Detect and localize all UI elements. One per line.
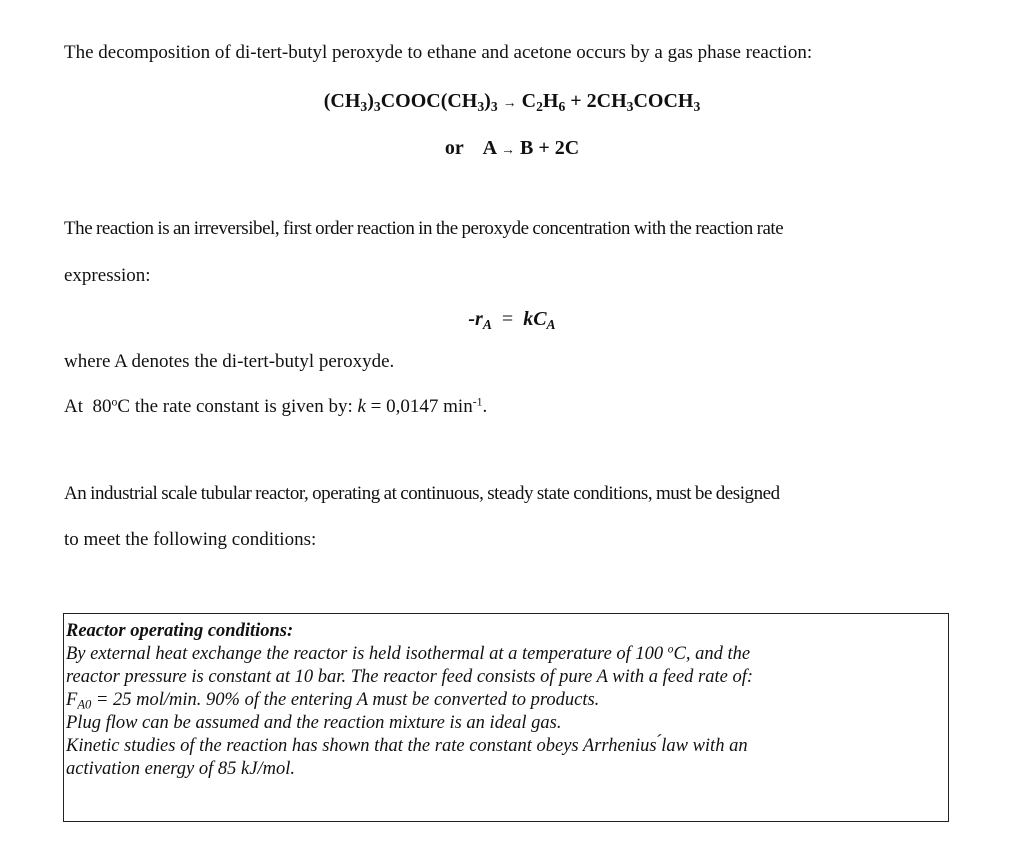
rate-constant-text: At 80$^o$C the rate constant is given by: k = 0,0147 $\min^{-1}$.	[64, 395, 488, 417]
box-line6: activation energy of 85 kJ/mol.	[66, 759, 295, 779]
reactor-conditions-box	[63, 613, 949, 822]
reaction-symbolic: or A → B + 2C	[444, 137, 580, 159]
box-line3: $F_{A0} = 25$ mol/min. 90% of the entering A must be converted to products.	[66, 690, 600, 712]
box-heading: Reactor operating conditions:	[66, 621, 294, 641]
arrow-icon: →	[502, 96, 517, 111]
rate-text-line1: The reaction is an irreversibel, first order reaction in the peroxyde concentration with the reaction rate	[64, 218, 784, 239]
rate-equation: $-r_A = kC_A$	[468, 308, 556, 332]
reaction-formula: $(CH_3)_3COOC(CH_3)_3 \to C_2H_6$ + $2CH_3COCH_3$	[323, 90, 701, 114]
intro-text: The decomposition of di-tert-butyl peroxyde to ethane and acetone occurs by a gas phase reaction:	[64, 42, 813, 63]
box-line1: By external heat exchange the reactor is held isothermal at a temperature of 100 $^o$C, and the	[66, 643, 751, 664]
box-line5: Kinetic studies of the reaction has shown that the rate constant obeys Arrhenius ́law with an	[66, 736, 748, 756]
design-line1: An industrial scale tubular reactor, operating at continuous, steady state conditions, must be designed	[64, 483, 780, 504]
arrow-icon: →	[500, 143, 515, 158]
design-line2: to meet the following conditions:	[64, 529, 317, 550]
box-line4: Plug flow can be assumed and the reaction mixture is an ideal gas.	[66, 713, 562, 733]
box-line2: reactor pressure is constant at 10 bar. The reactor feed consists of pure A with a feed rate of:	[66, 667, 754, 687]
where-text: where A denotes the di-tert-butyl peroxyde.	[64, 351, 395, 372]
rate-text-line2: expression:	[64, 265, 151, 286]
